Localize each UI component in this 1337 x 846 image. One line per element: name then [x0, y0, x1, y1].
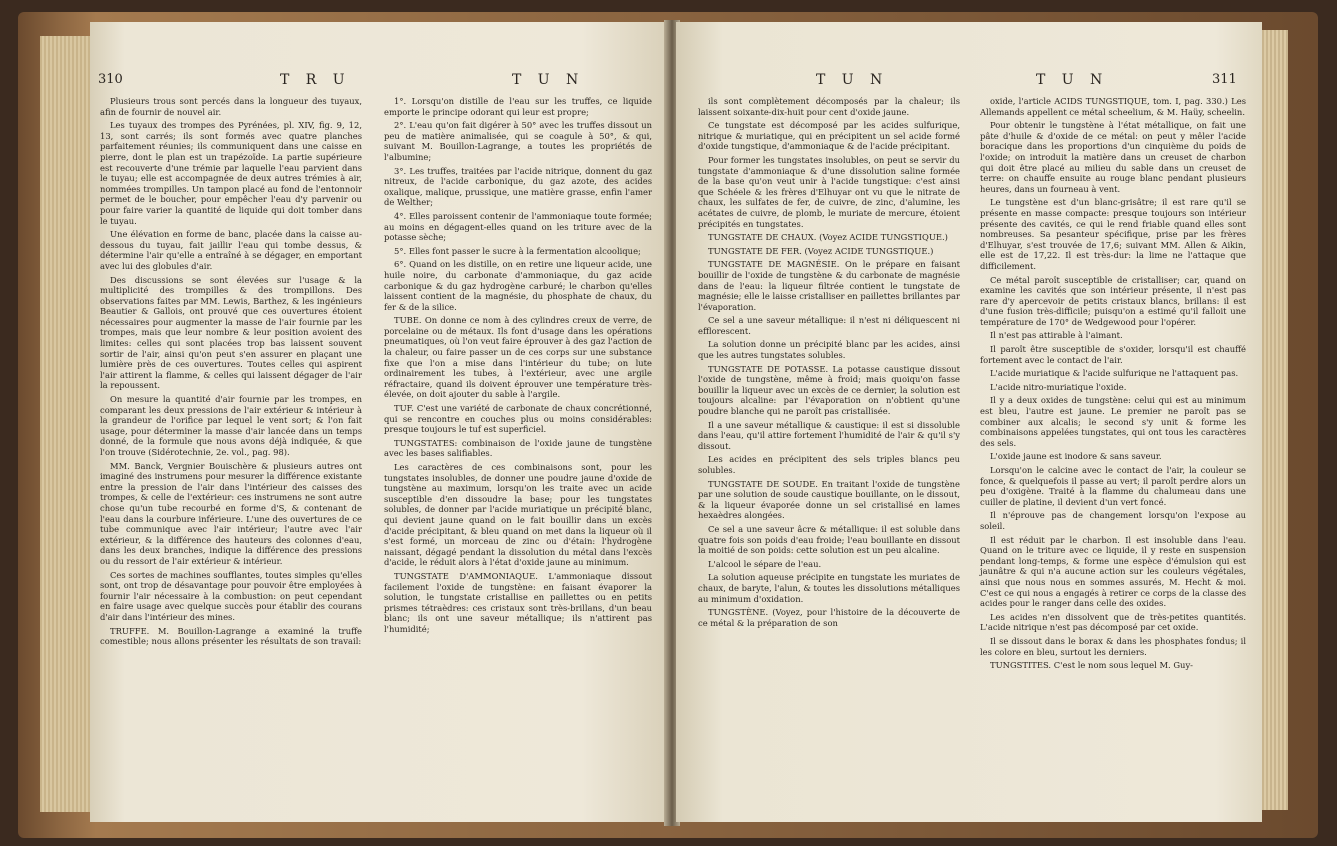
paragraph: Le tungstène est d'un blanc-grisâtre; il est rare qu'il se présente en masse compacte: presque toujours son intérieur présente des cavités, ce qui le rend friable quand elles sont nombreuses. Sa pesanteur spécifique, prise par les frères d'Elhuyar, s'est trouvée de 17,6; suivant MM. Allen & Aikin, elle est de 17,22. Il est très-dur: la lime ne l'attaque que difficilement. [980, 197, 1246, 271]
paragraph: Pour former les tungstates insolubles, on peut se servir du tungstate d'ammoniaque & d'une dissolution saline formée de la base qu'on veut unir à l'acide tungstique: c'est ainsi que Schéele & les frères d'Elhuyar ont vu que le nitrate de chaux, les sulfates de fer, de cuivre, de zinc, d'alumine, les acétates de cuivre, de plomb, le muriate de mercure, étoient précipités en tungstates. [698, 154, 960, 229]
paragraph: L'alcool le sépare de l'eau. [708, 558, 822, 569]
paragraph: TRUFFE. M. Bouillon-Lagrange a examiné la truffe comestible; nous allons présenter les résultats de son travail: [100, 625, 362, 647]
left-page-edges [40, 36, 92, 812]
paragraph: 2°. L'eau qu'on fait digérer à 50° avec les truffes dissout un peu de matière animalisée, qui se coagule à 50°, & qui, suivant M. Bouillon-Lagrange, a toutes les propriétés de l'albumine; [384, 120, 652, 162]
paragraph: TUNGSTATE DE POTASSE. La potasse caustique dissout l'oxide de tungstène, même à froid; mais quoiqu'on fasse bouillir la liqueur avec un excès de ce dernier, la solution est toujours alcaline: par l'évaporation on n'obtient qu'une poudre blanche qui ne paroît pas cristallisée. [698, 363, 960, 417]
running-head-right: T U N [512, 72, 585, 88]
paragraph: ils sont complètement décomposés par la chaleur; ils laissent soixante-dix-huit pour cent d'oxide jaune. [698, 96, 960, 117]
paragraph: TUBE. On donne ce nom à des cylindres creux de verre, de porcelaine ou de métaux. Ils font d'usage dans les opérations pneumatiques, où l'on veut faire éprouver à des gaz l'action de la chaleur, ou faire passer un de ces corps sur une substance fixe que l'on a mise dans l'intérieur du tube; on lute ordinairement les tubes, à l'extérieur, avec une argile réfractaire, quand ils doivent éprouver une température très-élevée, on doit ajouter du sable à l'argile. [384, 315, 652, 400]
paragraph: 1°. Lorsqu'on distille de l'eau sur les truffes, ce liquide emporte le principe odorant qui leur est propre; [384, 96, 652, 117]
paragraph: TUNGSTATE DE MAGNÉSIE. On le prépare en faisant bouillir de l'oxide de tungstène & du carbonate de magnésie dans de l'eau: la liqueur filtrée contient le tungstate de magnésie; elle le laisse cristalliser en paillettes brillantes par l'évaporation. [698, 259, 960, 312]
paragraph: Ce sel a une saveur âcre & métallique: il est soluble dans quatre fois son poids d'eau froide; l'eau bouillante en dissout la moitié de son poids: cette solution est un peu alcaline. [698, 523, 960, 556]
paragraph: Il se dissout dans le borax & dans les phosphates fondus; il les colore en bleu, surtout les derniers. [980, 635, 1246, 657]
paragraph: Pour obtenir le tungstène à l'état métallique, on fait une pâte d'huile & d'oxide de ce métal: on peut y mêler l'acide boracique dans les proportions d'un cinquième du poids de l'oxide; on introduit la matière dans un creuset de charbon qui doit être placé au milieu du sable dans un creuset de terre: on chauffe ensuite au rouge blanc pendant plusieurs heures, dans un fourneau à vent. [980, 120, 1246, 194]
paragraph: Il y a deux oxides de tungstène: celui qui est au minimum est bleu, l'autre est jaune. Le premier ne paroît pas se combiner aux alcalis; le second s'y unit & forme les combinaisons appelées tungstates, qui ont tous les caractères des sels. [980, 395, 1246, 448]
paragraph: Ce métal paroît susceptible de cristalliser; car, quand on examine les cavités que son intérieur présente, il n'est pas rare d'y apercevoir de petits cristaux blancs, brillans: il est d'une fusion très-difficile; puisqu'on a estimé qu'il falloit une température de 170° de Wedgewood pour l'opérer. [980, 274, 1246, 327]
paragraph: Ce sel a une saveur métallique: il n'est ni déliquescent ni efflorescent. [698, 315, 960, 336]
text-column-1 [698, 96, 960, 631]
paragraph: L'acide nitro-muriatique l'oxide. [990, 381, 1127, 392]
text-column-1 [100, 96, 362, 650]
paragraph: L'acide muriatique & l'acide sulfurique ne l'attaquent pas. [990, 368, 1239, 379]
running-head-left: T U N [816, 72, 889, 88]
right-page [676, 22, 1262, 822]
paragraph: Il n'éprouve pas de changement lorsqu'on l'expose au soleil. [980, 510, 1246, 531]
paragraph: On mesure la quantité d'air fournie par les trompes, en comparant les deux pressions de l'air extérieur & intérieur à la grandeur de l'orifice par lequel le vent sort; & l'on fait usage, pour déterminer la masse d'air lancée dans un temps donné, de la formule que nous avons déjà indiquée, & que l'on trouve (Sidérotechnie, 2e. vol., pag. 98). [100, 394, 362, 457]
paragraph: 5°. Elles font passer le sucre à la fermentation alcoolique; [394, 245, 641, 256]
paragraph: Des discussions se sont élevées sur l'usage & la multiplicité des trompilles & des trompillons. Des observations faites par MM. Lewis, Barthez, & les ingénieurs Beautier & Gallois, ont prouvé que ces ouvertures étoient nécessaires pour augmenter la masse de l'air fournie par les trompes, mais que leur nombre & leur position avoient des limites: celles qui sont placées trop bas laissent souvent sortir de l'air, ainsi qu'on peut s'en assurer en plaçant une lumière près de ces ouvertures. Toutes celles qui aspirent l'air attirent la flamme, & celles qui laissent dégager de l'air la repoussent. [100, 274, 362, 391]
paragraph: L'oxide jaune est inodore & sans saveur. [990, 451, 1162, 462]
paragraph: Il n'est pas attirable à l'aimant. [990, 330, 1123, 341]
page-number: 310 [98, 72, 123, 87]
paragraph: Les acides en précipitent des sels triples blancs peu solubles. [698, 454, 960, 475]
paragraph: Ce tungstate est décomposé par les acides sulfurique, nitrique & muriatique, qui en précipitent un sel acide formé d'oxide tungstique, d'ammoniaque & de l'acide précipitant. [698, 120, 960, 152]
paragraph: TUNGSTATE DE CHAUX. (Voyez ACIDE TUNGSTIQUE.) [708, 232, 948, 243]
running-head-left: T R U [280, 72, 351, 88]
paragraph: Il est réduit par le charbon. Il est insoluble dans l'eau. Quand on le triture avec ce liquide, il y reste en suspension pendant long-temps, & forme une espèce d'émulsion qui est jaunâtre & qui n'a aucune action sur les couleurs végétales, ainsi que nous nous en sommes assurés, M. Hecht & moi. C'est ce qui nous a engagés à retirer ce corps de la classe des acides pour le ranger dans celle des oxides. [980, 534, 1246, 609]
paragraph: TUNGSTATE DE FER. (Voyez ACIDE TUNGSTIQUE.) [708, 245, 934, 256]
running-head-right: T U N [1036, 72, 1109, 88]
paragraph: La solution donne un précipité blanc par les acides, ainsi que les autres tungstates solubles. [698, 339, 960, 361]
paragraph: TUNGSTATES: combinaison de l'oxide jaune de tungstène avec les bases salifiables. [384, 437, 652, 459]
paragraph: Lorsqu'on le calcine avec le contact de l'air, la couleur se fonce, & quelquefois il passe au vert; il paroît perdre alors un peu d'oxigène. Traité à la flamme du chalumeau dans une cuiller de platine, il devient d'un vert foncé. [980, 465, 1246, 507]
paragraph: Les acides n'en dissolvent que de très-petites quantités. L'acide nitrique n'est pas décomposé par cet oxide. [980, 611, 1246, 633]
paragraph: TUNGSTATE D'AMMONIAQUE. L'ammoniaque dissout facilement l'oxide de tungstène: en faisant évaporer la solution, le tungstate cristallise en paillettes ou en petits prismes tétraèdres: ces cristaux sont très-brillans, d'un beau blanc; ils ont une saveur métallique; ils n'attirent pas l'humidité; [384, 570, 652, 634]
paragraph: Ces sortes de machines soufflantes, toutes simples qu'elles sont, ont trop de désavantage pour pouvoir être employées à fournir l'air nécessaire à la combustion: on peut cependant en faire usage avec quelque succès pour établir des courans d'air dans l'intérieur des mines. [100, 569, 362, 622]
left-page [90, 22, 668, 822]
text-column-2 [384, 96, 652, 638]
paragraph: MM. Banck, Vergnier Bouischère & plusieurs autres ont imaginé des instrumens pour mesurer la différence existante entre la pression de l'air dans l'intérieur des caisses des trompes, & celle de l'extérieur: ces instrumens ne sont autre chose qu'un tube recourbé en forme d'S, & contenant de l'eau dans la courbure inférieure. L'une des ouvertures de ce tube communique avec l'air intérieur; l'autre avec l'air extérieur, & la différence des hauteurs des colonnes d'eau, dans les deux branches, indique la différence des pressions ou du ressort de l'air extérieur & intérieur. [100, 460, 362, 566]
paragraph: Il a une saveur métallique & caustique: il est si dissoluble dans l'eau, qu'il attire fortement l'humidité de l'air & qu'il s'y dissout. [698, 419, 960, 451]
paragraph: Une élévation en forme de banc, placée dans la caisse au-dessous du tuyau, fait jaillir l'eau qui tombe dessus, & détermine l'air qu'elle a entraîné à se dégager, en emportant avec lui des globules d'air. [100, 229, 362, 271]
paragraph: oxide, l'article ACIDS TUNGSTIQUE, tom. I, pag. 330.) Les Allemands appellent ce métal scheelium, & M. Haüy, scheelin. [980, 96, 1246, 117]
paragraph: TUNGSTÈNE. (Voyez, pour l'histoire de la découverte de ce métal & la préparation de son [698, 607, 960, 628]
paragraph: Il paroît être susceptible de s'oxider, lorsqu'il est chauffé fortement avec le contact de l'air. [980, 344, 1246, 365]
right-page-edges [1262, 30, 1288, 810]
paragraph: TUF. C'est une variété de carbonate de chaux concrétionné, qui se rencontre en couches plus ou moins considérables: presque toujours le tuf est superficiel. [384, 403, 652, 435]
text-column-2 [980, 96, 1246, 674]
paragraph: Les caractères de ces combinaisons sont, pour les tungstates insolubles, de donner une poudre jaune d'oxide de tungstène au maximum, lorsqu'on les traite avec un acide susceptible d'en dissoudre la base; pour les tungstates solubles, de donner par l'acide muriatique un précipité blanc, qui devient jaune quand on le fait bouillir dans un excès d'acide précipitant, & bleu quand on met dans la liqueur où il s'est formé, un morceau de zinc ou d'étain: l'hydrogène naissant, dégagé pendant la dissolution du métal dans l'excès d'acide, le réduit alors à l'état d'oxide jaune au minimum. [384, 462, 652, 568]
paragraph: 3°. Les truffes, traitées par l'acide nitrique, donnent du gaz nitreux, de l'acide carbonique, du gaz azote, des acides oxalique, malique, prussique, une matière grasse, enfin l'amer de Welther; [384, 165, 652, 208]
paragraph: La solution aqueuse précipite en tungstate les muriates de chaux, de baryte, l'alun, & toutes les dissolutions métalliques au minimum d'oxidation. [698, 572, 960, 604]
paragraph: 6°. Quand on les distille, on en retire une liqueur acide, une huile noire, du carbonate d'ammoniaque, du gaz acide carbonique & du gaz hydrogène carburé; le charbon qu'elles laissent contient de la magnésie, du phosphate de chaux, du fer & de la silice. [384, 259, 652, 312]
paragraph: TUNGSTITES. C'est le nom sous lequel M. Guy- [990, 660, 1194, 671]
paragraph: TUNGSTATE DE SOUDE. En traitant l'oxide de tungstène par une solution de soude caustique bouillante, on le dissout, & la liqueur évaporée donne un sel cristallisé en lames hexaèdres alongées. [698, 478, 960, 521]
paragraph: 4°. Elles paroissent contenir de l'ammoniaque toute formée; au moins en dégagent-elles quand on les triture avec de la potasse sèche; [384, 210, 652, 243]
page-number: 311 [1212, 72, 1237, 87]
paragraph: Les tuyaux des trompes des Pyrénées, pl. XIV, fig. 9, 12, 13, sont carrés; ils sont formés avec quatre planches parfaitement réunies; ils communiquent dans une caisse en pierre, dont le plan est un trapézoïde. La partie supérieure est recouverte d'une trémie par laquelle l'eau parvient dans le tuyau; elle est accompagnée de deux autres trémies à air, nommées trompilles. Un tampon placé au fond de l'entonnoir permet de le boucher, pour empêcher l'eau d'y parvenir ou pour faire varier la quantité de liquide qui doit tomber dans le tuyau. [100, 120, 362, 226]
paragraph: Plusieurs trous sont percés dans la longueur des tuyaux, afin de fournir de nouvel air. [100, 96, 362, 117]
